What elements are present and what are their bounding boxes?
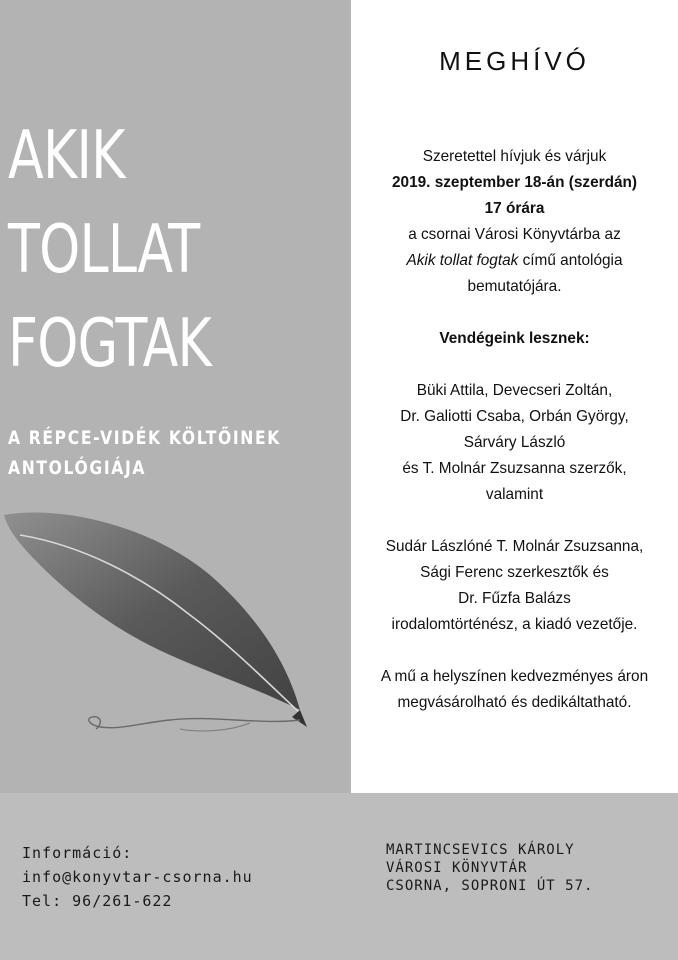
authors-line-5: valamint xyxy=(485,486,544,503)
feather-quill-icon xyxy=(0,505,320,745)
address-line-1: MARTINCSEVICS KÁROLY xyxy=(386,842,575,858)
editors-line-4: irodalomtörténész, a kiadó vezetője. xyxy=(391,616,638,633)
guests-heading: Vendégeink lesznek: xyxy=(439,330,590,347)
title-line-2: TOLLAT xyxy=(8,210,200,288)
venue-line: a csornai Városi Könyvtárba az xyxy=(408,226,621,243)
address-line-2: VÁROSI KÖNYVTÁR xyxy=(386,860,528,876)
invitation-body xyxy=(358,144,672,716)
event-time: 17 órára xyxy=(484,200,545,217)
title-line-1: AKIK xyxy=(8,116,125,194)
email-link[interactable]: info@konyvtar-csorna.hu xyxy=(22,868,253,886)
editors-line-3: Dr. Fűzfa Balázs xyxy=(458,590,571,607)
authors-line-1: Büki Attila, Devecseri Zoltán, xyxy=(416,382,613,399)
authors-line-2: Dr. Galiotti Csaba, Orbán György, xyxy=(400,408,629,425)
title-line-3: FOGTAK xyxy=(8,304,212,382)
invitation-heading: MEGHÍVÓ xyxy=(439,46,590,76)
intro-line: Szeretettel hívjuk és várjuk xyxy=(422,148,607,165)
editors-line-1: Sudár Lászlóné T. Molnár Zsuzsanna, xyxy=(385,538,644,555)
closing-line-2: megvásárolható és dedikáltatható. xyxy=(397,694,632,711)
invitation-panel xyxy=(351,0,678,793)
info-label: Információ: xyxy=(22,844,133,862)
event-date: 2019. szeptember 18-án (szerdán) xyxy=(391,174,638,191)
closing-line-1: A mű a helyszínen kedvezményes áron xyxy=(380,668,649,685)
subtitle-line-2: ANTOLÓGIÁJA xyxy=(8,457,147,479)
book-line xyxy=(358,248,672,274)
contact-info xyxy=(22,841,253,913)
authors-line-3: Sárváry László xyxy=(463,434,566,451)
subtitle-line-1: A RÉPCE-VIDÉK KÖLTŐINEK xyxy=(8,427,281,449)
editors-line-2: Sági Ferenc szerkesztők és xyxy=(420,564,609,581)
anthology-subtitle xyxy=(8,423,281,483)
address-line-3: CSORNA, SOPRONI ÚT 57. xyxy=(386,878,594,894)
event-line: bemutatójára. xyxy=(467,278,562,295)
cover-panel xyxy=(0,0,351,793)
phone-number: Tel: 96/261-622 xyxy=(22,892,173,910)
authors-line-4: és T. Molnár Zsuzsanna szerzők, xyxy=(402,460,627,477)
library-address xyxy=(386,841,593,895)
anthology-title xyxy=(8,108,211,390)
book-suffix: című antológia xyxy=(518,252,623,269)
book-title: Akik tollat fogtak xyxy=(406,252,519,269)
